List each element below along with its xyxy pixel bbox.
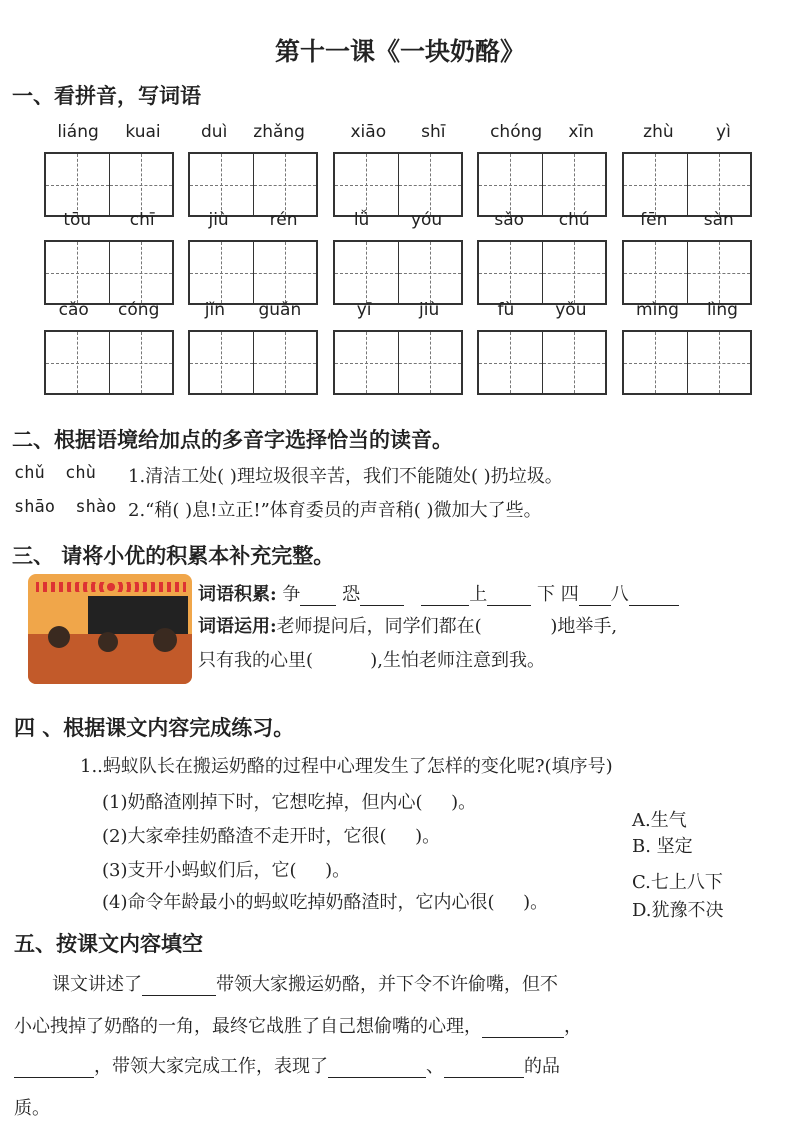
- s4-item-3: (3)支开小蚂蚁们后，它( )。: [102, 860, 351, 881]
- pinyin-label: [44, 210, 174, 230]
- text: ，带领大家完成工作，表现了: [94, 1056, 328, 1077]
- pinyin-syllable: xiāo: [350, 122, 387, 142]
- s5-line3: [14, 1052, 560, 1078]
- q2-pinyin-text: shāo shào: [14, 497, 117, 517]
- writing-grid[interactable]: [188, 240, 318, 305]
- label-accumulation: 词语积累:: [198, 584, 277, 605]
- pinyin-label: [622, 210, 752, 230]
- s4-question: 1..蚂蚁队长在搬运奶酪的过程中心理发生了怎样的变化呢?(填序号): [80, 756, 613, 777]
- text: 课文讲述了: [52, 974, 142, 995]
- writing-grid[interactable]: [333, 240, 463, 305]
- q1-pinyin: [14, 462, 96, 483]
- word: 下: [537, 584, 556, 605]
- blank[interactable]: [14, 1059, 94, 1078]
- writing-grid[interactable]: [44, 152, 174, 217]
- pinyin-syllable: rén: [269, 210, 298, 230]
- option-a: A.生气: [632, 810, 687, 831]
- option-d: D.犹豫不决: [632, 900, 724, 921]
- s4-item-4: (4)命令年龄最小的蚂蚁吃掉奶酪渣时，它内心很( )。: [102, 892, 549, 913]
- option-b: B. 坚定: [632, 836, 693, 857]
- tian-zi-ge-cell[interactable]: [543, 242, 606, 303]
- tian-zi-ge-cell[interactable]: [254, 154, 317, 215]
- tian-zi-ge-cell[interactable]: [110, 332, 173, 393]
- writing-grid[interactable]: [188, 152, 318, 217]
- pinyin-syllable: fù: [497, 300, 515, 320]
- tian-zi-ge-cell[interactable]: [399, 332, 462, 393]
- s5-line4: 质。: [14, 1098, 50, 1119]
- tian-zi-ge-cell[interactable]: [624, 332, 688, 393]
- tian-zi-ge-cell[interactable]: [46, 154, 110, 215]
- writing-grid[interactable]: [44, 330, 174, 395]
- pinyin-syllable: jǐn: [204, 300, 225, 320]
- q1-text: 1.清洁工处( )理垃圾很辛苦，我们不能随处( )扔垃圾。: [128, 466, 563, 487]
- text: 带领大家搬运奶酪，并下令不许偷嘴，但不: [216, 974, 558, 995]
- tian-zi-ge-cell[interactable]: [688, 332, 751, 393]
- text: 小心拽掉了奶酪的一角，最终它战胜了自己想偷嘴的心理，: [14, 1016, 482, 1037]
- section1-heading: 一、看拼音，写词语: [12, 84, 201, 108]
- pinyin-syllable: zhǎng: [253, 122, 305, 142]
- tian-zi-ge-cell[interactable]: [399, 242, 462, 303]
- usage-line2: 只有我的心里( ),生怕老师注意到我。: [198, 650, 545, 671]
- option-c: C.七上八下: [632, 872, 723, 893]
- tian-zi-ge-cell[interactable]: [624, 242, 688, 303]
- text: ，: [564, 1016, 582, 1037]
- q2-text: 2.“稍( )息!立正!”体育委员的声音稍( )微加大了些。: [128, 500, 542, 521]
- blank[interactable]: [328, 1059, 426, 1078]
- q2-pinyin: [14, 496, 116, 517]
- word-usage: [198, 612, 617, 638]
- blank[interactable]: [421, 587, 469, 606]
- pinyin-syllable: xīn: [568, 122, 594, 142]
- pinyin-syllable: kuai: [125, 122, 161, 142]
- word: 八: [610, 584, 629, 605]
- pinyin-syllable: yì: [716, 122, 731, 142]
- tian-zi-ge-cell[interactable]: [110, 154, 173, 215]
- tian-zi-ge-cell[interactable]: [110, 242, 173, 303]
- writing-grid[interactable]: [477, 152, 607, 217]
- pinyin-syllable: guǎn: [258, 300, 302, 320]
- pinyin-syllable: sàn: [703, 210, 734, 230]
- student-head: [48, 626, 70, 648]
- writing-grid[interactable]: [477, 330, 607, 395]
- word: 四: [560, 584, 579, 605]
- blank[interactable]: [487, 587, 531, 606]
- pinyin-label: [44, 300, 174, 320]
- pinyin-syllable: jiù: [208, 210, 229, 230]
- text: 的品: [524, 1056, 560, 1077]
- tian-zi-ge-cell[interactable]: [479, 332, 543, 393]
- pinyin-label: [333, 122, 463, 142]
- word: 上: [469, 584, 488, 605]
- s4-item-1: (1)奶酪渣刚掉下时，它想吃掉，但内心( )。: [102, 792, 477, 813]
- pinyin-syllable: yóu: [410, 210, 443, 230]
- writing-grid[interactable]: [477, 240, 607, 305]
- section5-heading: 五、按课文内容填空: [14, 932, 203, 956]
- writing-grid[interactable]: [622, 152, 752, 217]
- pinyin-label: [188, 210, 318, 230]
- pinyin-syllable: tōu: [63, 210, 92, 230]
- pinyin-syllable: duì: [201, 122, 228, 142]
- pinyin-label: [188, 300, 318, 320]
- pinyin-syllable: fēn: [640, 210, 668, 230]
- word-accumulation: [198, 580, 679, 606]
- tian-zi-ge-cell[interactable]: [479, 154, 543, 215]
- tian-zi-ge-cell[interactable]: [254, 332, 317, 393]
- tian-zi-ge-cell[interactable]: [335, 154, 399, 215]
- writing-grid[interactable]: [333, 152, 463, 217]
- section2-heading: 二、根据语境给加点的多音字选择恰当的读音。: [12, 428, 453, 452]
- pinyin-syllable: yǒu: [555, 300, 587, 320]
- tian-zi-ge-cell[interactable]: [688, 242, 751, 303]
- blank[interactable]: [579, 587, 611, 606]
- tian-zi-ge-cell[interactable]: [46, 332, 110, 393]
- classroom-illustration: [28, 574, 192, 684]
- blank[interactable]: [482, 1019, 564, 1038]
- pinyin-label: [477, 300, 607, 320]
- pinyin-syllable: chóng: [490, 122, 543, 142]
- pinyin-label: [333, 210, 463, 230]
- pinyin-syllable: lǚ: [353, 210, 370, 230]
- pinyin-syllable: zhù: [643, 122, 674, 142]
- writing-grid[interactable]: [622, 240, 752, 305]
- pinyin-syllable: sǎo: [494, 210, 525, 230]
- pinyin-syllable: cóng: [118, 300, 160, 320]
- tian-zi-ge-cell[interactable]: [688, 154, 751, 215]
- writing-grid[interactable]: [622, 330, 752, 395]
- tian-zi-ge-cell[interactable]: [46, 242, 110, 303]
- section3-heading: 三、 请将小优的积累本补充完整。: [12, 544, 335, 568]
- pinyin-syllable: liáng: [57, 122, 99, 142]
- student-head: [153, 628, 177, 652]
- pinyin-syllable: shī: [421, 122, 446, 142]
- tian-zi-ge-cell[interactable]: [254, 242, 317, 303]
- decoration-row: [36, 582, 186, 592]
- usage-line1: 老师提问后，同学们都在( )地举手,: [276, 616, 618, 637]
- pinyin-label: [333, 300, 463, 320]
- pinyin-syllable: chī: [129, 210, 155, 230]
- blank[interactable]: [444, 1059, 524, 1078]
- label-usage: 词语运用:: [198, 616, 277, 637]
- pinyin-syllable: cǎo: [58, 300, 89, 320]
- tian-zi-ge-cell[interactable]: [543, 154, 606, 215]
- tian-zi-ge-cell[interactable]: [624, 154, 688, 215]
- word: 争: [282, 584, 301, 605]
- s4-item-2: (2)大家牵挂奶酪渣不走开时，它很( )。: [102, 826, 441, 847]
- writing-grid[interactable]: [333, 330, 463, 395]
- tian-zi-ge-cell[interactable]: [190, 154, 254, 215]
- section4-heading: 四 、根据课文内容完成练习。: [14, 716, 295, 740]
- pinyin-label: [44, 122, 174, 142]
- pinyin-label: [188, 122, 318, 142]
- writing-grid[interactable]: [44, 240, 174, 305]
- tian-zi-ge-cell[interactable]: [190, 242, 254, 303]
- word: 恐: [342, 584, 361, 605]
- pinyin-syllable: chú: [558, 210, 590, 230]
- tian-zi-ge-cell[interactable]: [543, 332, 606, 393]
- tian-zi-ge-cell[interactable]: [335, 242, 399, 303]
- tian-zi-ge-cell[interactable]: [479, 242, 543, 303]
- pinyin-syllable: yī: [356, 300, 372, 320]
- blank[interactable]: [629, 587, 679, 606]
- tian-zi-ge-cell[interactable]: [335, 332, 399, 393]
- blackboard: [88, 596, 188, 636]
- pinyin-label: [622, 300, 752, 320]
- page-title: 第十一课《一块奶酪》: [274, 37, 525, 66]
- pinyin-label: [622, 122, 752, 142]
- q1-pinyin-text: chǔ chù: [14, 463, 96, 483]
- pinyin-label: [477, 210, 607, 230]
- pinyin-label: [477, 122, 607, 142]
- pinyin-syllable: mìng: [636, 300, 679, 320]
- writing-grid[interactable]: [188, 330, 318, 395]
- blank[interactable]: [300, 587, 336, 606]
- tian-zi-ge-cell[interactable]: [190, 332, 254, 393]
- pinyin-syllable: lìng: [706, 300, 738, 320]
- s5-line2: [14, 1012, 582, 1038]
- text: 、: [426, 1056, 444, 1077]
- student-head: [98, 632, 118, 652]
- blank[interactable]: [142, 977, 216, 996]
- blank[interactable]: [360, 587, 404, 606]
- pinyin-syllable: jiù: [419, 300, 440, 320]
- s5-line1: [52, 970, 558, 996]
- tian-zi-ge-cell[interactable]: [399, 154, 462, 215]
